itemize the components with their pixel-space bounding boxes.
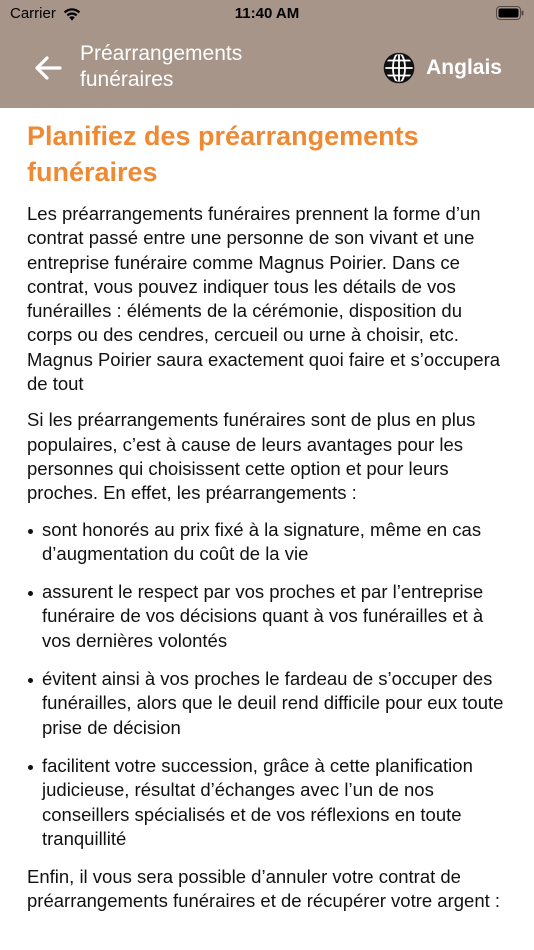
list-item-text: sont honorés au prix fixé à la signature, même en cas d’augmentation du coût de la vie: [42, 518, 482, 564]
list-item-text: assurent le respect par vos proches et par l’entreprise funéraire de vos décisions quant à vos funérailles et à vos dernières volontés: [42, 581, 484, 651]
language-toggle-button[interactable]: [382, 50, 502, 86]
intro-paragraph: Les préarrangements funéraires prennent la forme d’un contrat passé entre une personne de son vivant et une entreprise funéraire comme Magnus Poirier. Dans ce contrat, vous pouvez indiquer tous les détails de vos funérailles : éléments de la cérémonie, disposition du corps ou des cendres, cercueil ou urne à choisir, etc. Magnus Poirier saura exactement quoi faire et s’occupera de tout: [27, 203, 501, 395]
bullet-icon: [28, 591, 33, 596]
article-content: [27, 118, 507, 926]
benefits-paragraph: Si les préarrangements funéraires sont de plus en plus populaires, c’est à cause de leurs avantages pour les personnes qui choisissent cette option et pour leurs proches. En effet, les préarrangements :: [27, 409, 476, 504]
list-item: [27, 518, 507, 567]
back-button[interactable]: [30, 50, 66, 86]
status-bar: [0, 0, 534, 28]
bullet-icon: [28, 765, 33, 770]
page-header-title: [80, 41, 280, 93]
bullet-icon: [28, 678, 33, 683]
navigation-bar: [0, 28, 534, 108]
list-item-text: évitent ainsi à vos proches le fardeau de s’occuper des funérailles, alors que le deuil rend difficile pour eux toute prise de décision: [42, 668, 504, 738]
benefits-list: [27, 518, 507, 852]
language-label: Anglais: [426, 56, 502, 79]
battery-icon: [496, 6, 524, 20]
cancellation-paragraph: Enfin, il vous sera possible d’annuler votre contrat de préarrangements funéraires et de récupérer votre argent :: [27, 866, 501, 912]
list-item-text: facilitent votre succession, grâce à cette planification judicieuse, résultat d’échanges avec l’un de nos conseillers spécialisés et de vos réflexions en toute tranquillité: [42, 754, 473, 849]
list-item: [27, 754, 507, 851]
arrow-left-icon: [30, 50, 66, 86]
header-title-line-2: funéraires: [80, 68, 174, 91]
list-item: [27, 667, 507, 740]
bullet-icon: [28, 529, 33, 534]
page-title: Planifiez des préarrangements funéraires: [27, 121, 419, 187]
clock: 11:40 AM: [234, 5, 300, 22]
header-title-line-1: Préarrangements: [80, 42, 243, 65]
carrier-label: Carrier: [10, 5, 56, 22]
app-header: [0, 0, 534, 108]
globe-icon: [382, 51, 416, 85]
list-item: [27, 580, 507, 653]
